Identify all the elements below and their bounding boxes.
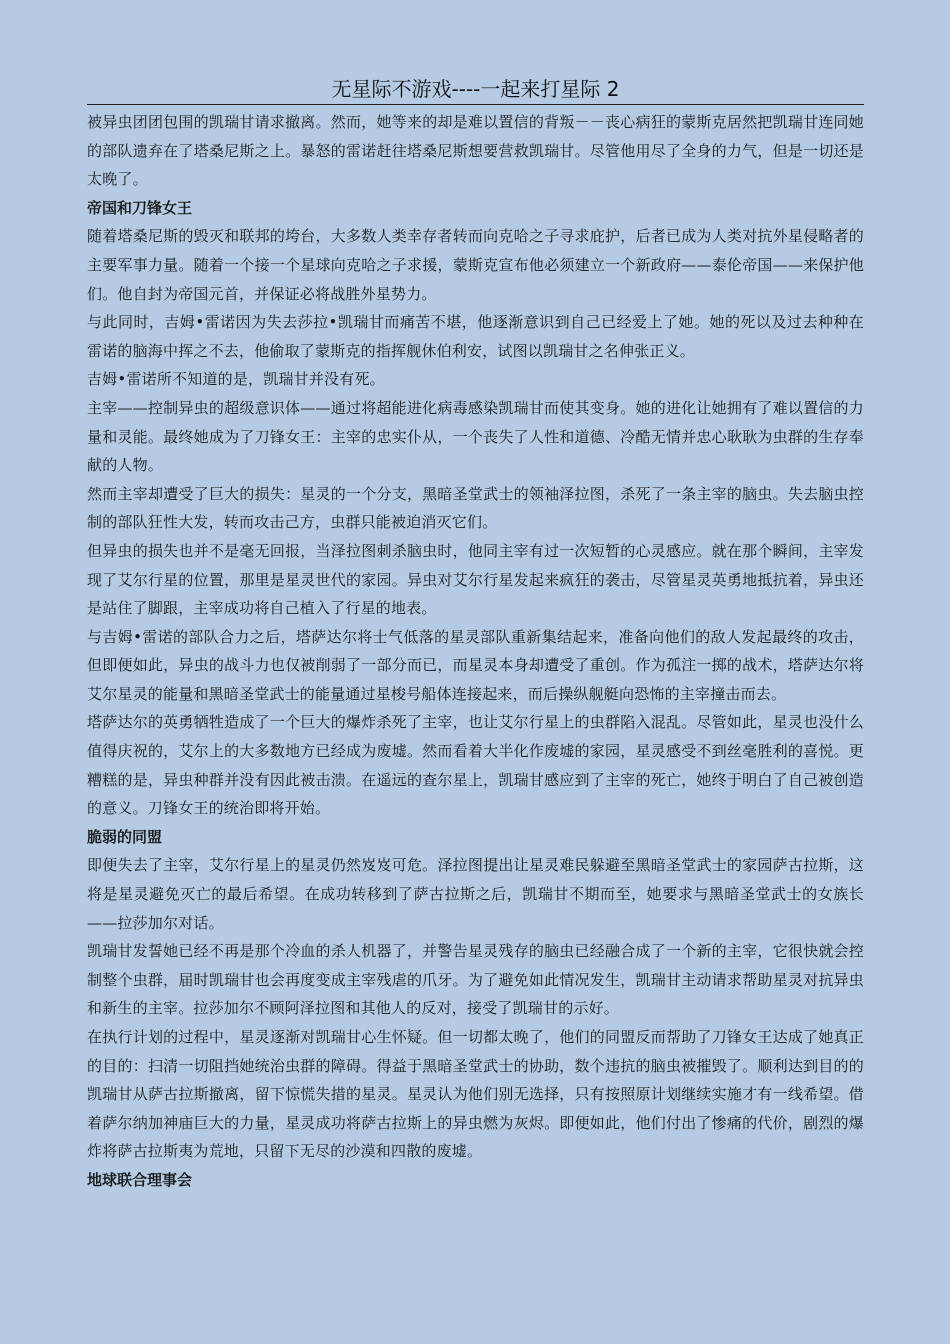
paragraph: 主宰——控制异虫的超级意识体——通过将超能进化病毒感染凯瑞甘而使其变身。她的进化让她拥有了难以置信的力量和灵能。最终她成为了刀锋女王：主宰的忠实仆从，一个丧失了人性和道德、冷酷无情并忠心耿耿为虫群的生存奉献的人物。 bbox=[87, 398, 864, 475]
paragraph: 塔萨达尔的英勇牺牲造成了一个巨大的爆炸杀死了主宰，也让艾尔行星上的虫群陷入混乱。尽管如此，星灵也没什么值得庆祝的，艾尔上的大多数地方已经成为废墟。然而看着大半化作废墟的家园，星灵感受不到丝毫胜利的喜悦。更糟糕的是，异虫种群并没有因此被击溃。在遥远的查尔星上，凯瑞甘感应到了主宰的死亡，她终于明白了自己被创造的意义。刀锋女王的统治即将开始。 bbox=[87, 713, 864, 818]
paragraph: 然而主宰却遭受了巨大的损失：星灵的一个分支，黑暗圣堂武士的领袖泽拉图，杀死了一条主宰的脑虫。失去脑虫控制的部队狂性大发，转而攻击己方，虫群只能被迫消灭它们。 bbox=[87, 484, 864, 532]
section-heading: 地球联合理事会 bbox=[87, 1170, 193, 1189]
paragraph: 凯瑞甘发誓她已经不再是那个冷血的杀人机器了，并警告星灵残存的脑虫已经融合成了一个新的主宰，它很快就会控制整个虫群，届时凯瑞甘也会再度变成主宰残虐的爪牙。为了避免如此情况发生，凯瑞甘主动请求帮助星灵对抗异虫和新生的主宰。拉莎加尔不顾阿泽拉图和其他人的反对，接受了凯瑞甘的示好。 bbox=[87, 942, 864, 1018]
paragraph: 即便失去了主宰，艾尔行星上的星灵仍然岌岌可危。泽拉图提出让星灵难民躲避至黑暗圣堂武士的家园萨古拉斯，这将是星灵避免灭亡的最后希望。在成功转移到了萨古拉斯之后，凯瑞甘不期而至，她要求与黑暗圣堂武士的女族长——拉莎加尔对话。 bbox=[87, 856, 864, 932]
paragraph: 与此同时，吉姆•雷诺因为失去莎拉•凯瑞甘而痛苦不堪，他逐渐意识到自己已经爱上了她。她的死以及过去种种在雷诺的脑海中挥之不去，他偷取了蒙斯克的指挥舰休伯利安，试图以凯瑞甘之名伸张正义。 bbox=[87, 313, 864, 360]
paragraph: 随着塔桑尼斯的毁灭和联邦的垮台，大多数人类幸存者转而向克哈之子寻求庇护，后者已成为人类对抗外星侵略者的主要军事力量。随着一个接一个星球向克哈之子求援，蒙斯克宣布他必须建立一个新政府——泰伦帝国——来保护他们。他自封为帝国元首，并保证必将战胜外星势力。 bbox=[87, 227, 864, 303]
document-body bbox=[87, 108, 864, 1195]
paragraph: 被异虫团团包围的凯瑞甘请求撤离。然而，她等来的却是难以置信的背叛－－丧心病狂的蒙斯克居然把凯瑞甘连同她的部队遗弃在了塔桑尼斯之上。暴怒的雷诺赶往塔桑尼斯想要营救凯瑞甘。尽管他用尽了全身的力气，但是一切还是太晚了。 bbox=[87, 113, 864, 189]
title-divider bbox=[87, 104, 864, 105]
paragraph: 但异虫的损失也并不是毫无回报，当泽拉图刺杀脑虫时，他同主宰有过一次短暂的心灵感应。就在那个瞬间，主宰发现了艾尔行星的位置，那里是星灵世代的家园。异虫对艾尔行星发起来疯狂的袭击，尽管星灵英勇地抵抗着，异虫还是站住了脚跟，主宰成功将自己植入了行星的地表。 bbox=[87, 541, 864, 618]
paragraph: 在执行计划的过程中，星灵逐渐对凯瑞甘心生怀疑。但一切都太晚了，他们的同盟反而帮助了刀锋女王达成了她真正的目的：扫清一切阻挡她统治虫群的障碍。得益于黑暗圣堂武士的协助，数个违抗的脑虫被摧毁了。顺利达到目的的凯瑞甘从萨古拉斯撤离，留下惊慌失措的星灵。星灵认为他们别无选择，只有按照原计划继续实施才有一线希望。借着萨尔纳加神庙巨大的力量，星灵成功将萨古拉斯上的异虫燃为灰烬。即便如此，他们付出了惨痛的代价，剧烈的爆炸将萨古拉斯夷为荒地，只留下无尽的沙漠和四散的废墟。 bbox=[87, 1028, 864, 1161]
paragraph: 吉姆•雷诺所不知道的是，凯瑞甘并没有死。 bbox=[87, 370, 385, 389]
paragraph: 与吉姆•雷诺的部队合力之后，塔萨达尔将士气低落的星灵部队重新集结起来，准备向他们的敌人发起最终的攻击，但即便如此，异虫的战斗力也仅被削弱了一部分而已，而星灵本身却遭受了重创。作为孤注一掷的战术，塔萨达尔将艾尔星灵的能量和黑暗圣堂武士的能量通过星梭号船体连接起来，而后操纵舰艇向恐怖的主宰撞击而去。 bbox=[87, 627, 864, 703]
section-heading: 帝国和刀锋女王 bbox=[87, 198, 193, 217]
section-heading: 脆弱的同盟 bbox=[87, 827, 163, 846]
document-title: 无星际不游戏----一起来打星际 2 bbox=[331, 77, 620, 101]
document-page bbox=[87, 74, 864, 1195]
